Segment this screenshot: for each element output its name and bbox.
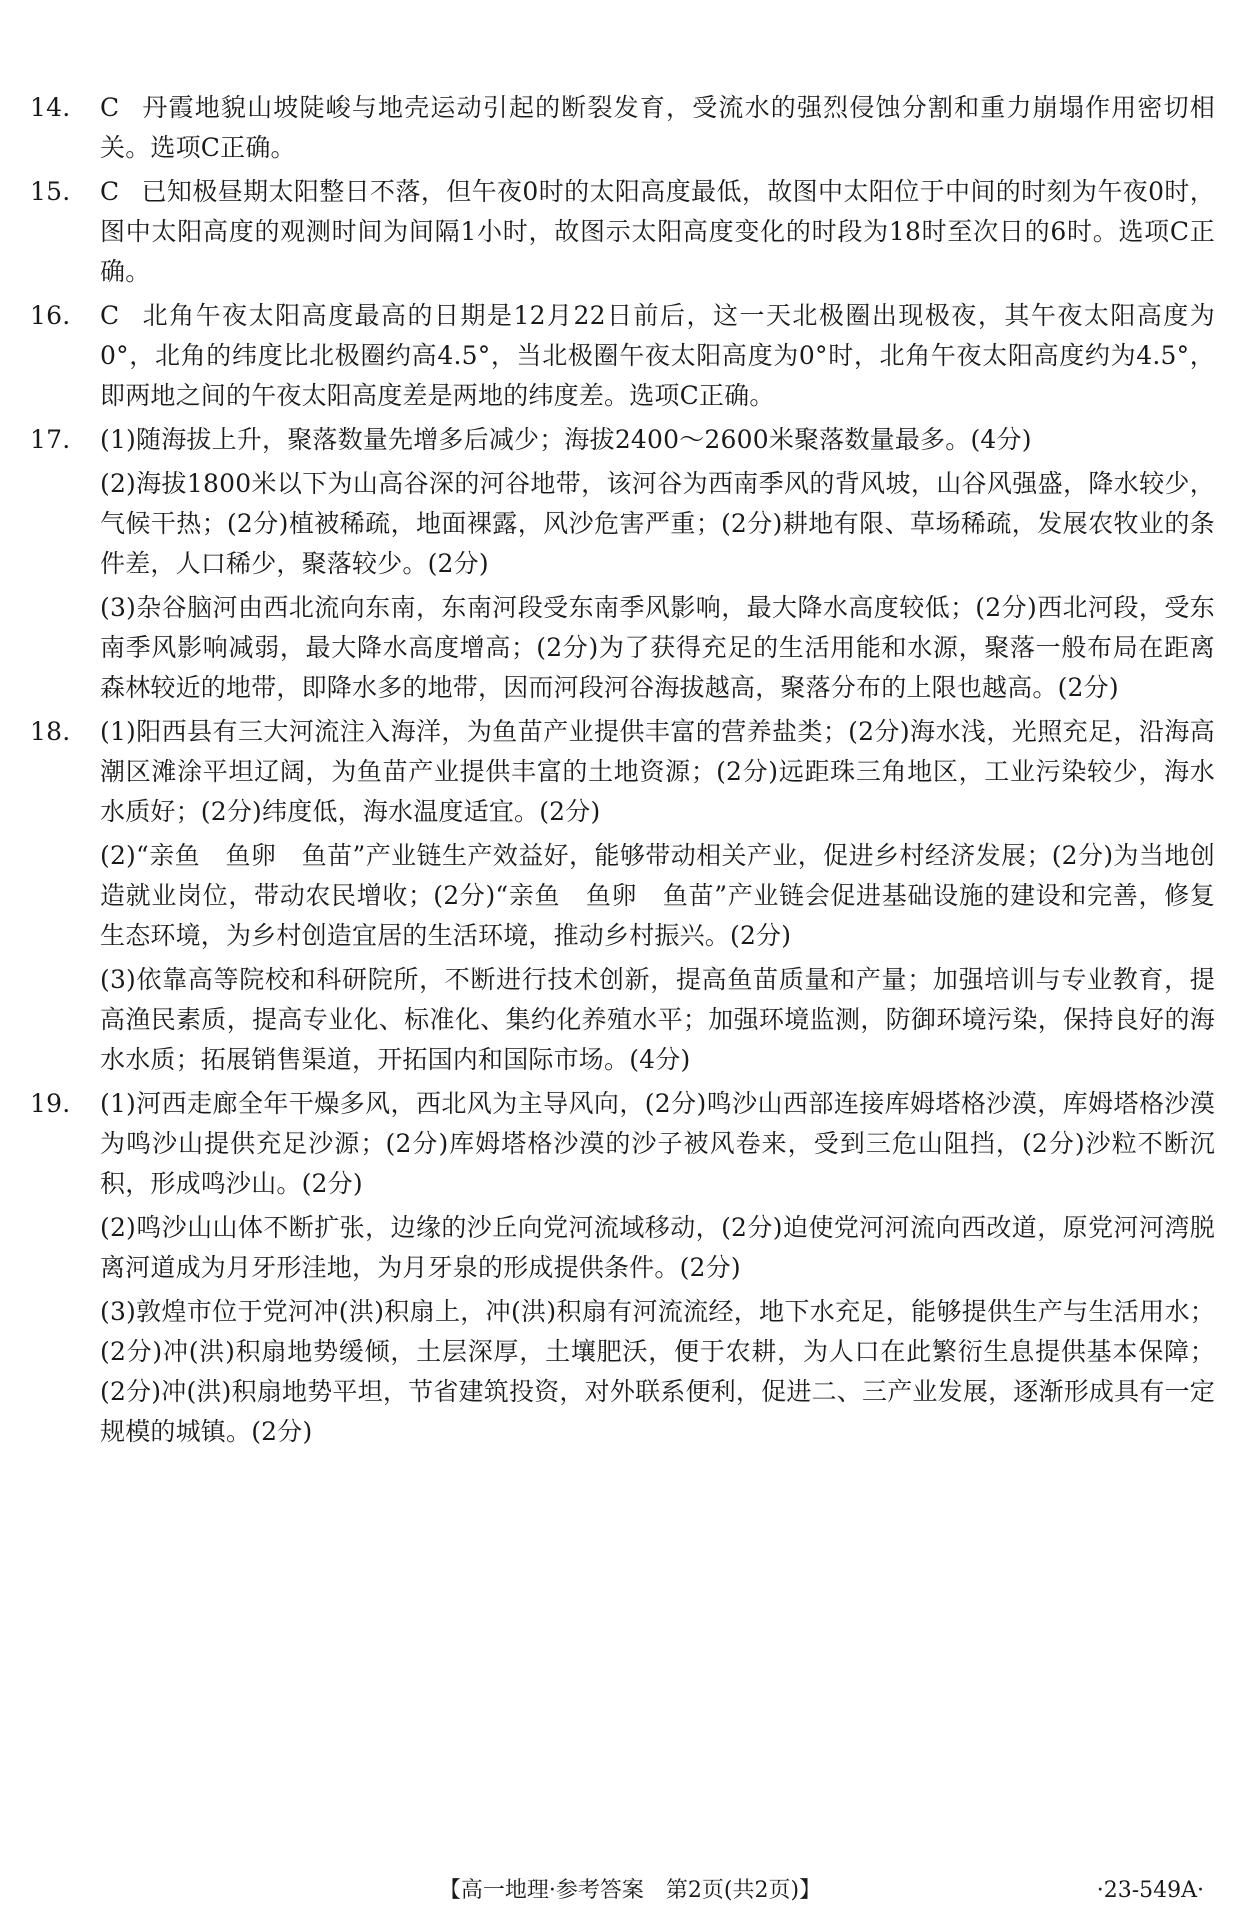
- question-answer: C: [100, 301, 120, 330]
- question-17: [30, 420, 1215, 460]
- answer-content: [30, 88, 1215, 1456]
- question-number: 19.: [30, 1089, 71, 1118]
- question-16: [30, 296, 1215, 416]
- footer-document-code: ·23-549A·: [1096, 1878, 1204, 1903]
- footer-page-info: 【高一地理·参考答案 第2页(共2页)】: [438, 1878, 822, 1903]
- answer-part-2: (2)海拔1800米以下为山高谷深的河谷地带，该河谷为西南季风的背风坡，山谷风强盛，降水较少，气候干热；(2分)植被稀疏，地面裸露，风沙危害严重；(2分)耕地有限、草场稀疏，发展农牧业的条件差，人口稀少，聚落较少。(2分): [100, 469, 1215, 578]
- question-answer: C: [100, 177, 120, 206]
- answer-part-1: (1)阳西县有三大河流注入海洋，为鱼苗产业提供丰富的营养盐类；(2分)海水浅，光照充足，沿海高潮区滩涂平坦辽阔，为鱼苗产业提供丰富的土地资源；(2分)远距珠三角地区，工业污染较少，海水水质好；(2分)纬度低，海水温度适宜。(2分): [100, 717, 1215, 826]
- answer-part-2: (2)鸣沙山山体不断扩张，边缘的沙丘向党河流域移动，(2分)迫使党河河流向西改道，原党河河湾脱离河道成为月牙形洼地，为月牙泉的形成提供条件。(2分): [100, 1213, 1215, 1282]
- question-18: [30, 712, 1215, 832]
- question-number: 17.: [30, 425, 71, 454]
- question-explanation: 北角午夜太阳高度最高的日期是12月22日前后，这一天北极圈出现极夜，其午夜太阳高度为0°，北角的纬度比北极圈约高4.5°，当北极圈午夜太阳高度为0°时，北角午夜太阳高度约为4.5°，即两地之间的午夜太阳高度差是两地的纬度差。选项C正确。: [100, 301, 1215, 410]
- question-answer: C: [100, 93, 120, 122]
- answer-part-1: (1)河西走廊全年干燥多风，西北风为主导风向，(2分)鸣沙山西部连接库姆塔格沙漠，库姆塔格沙漠为鸣沙山提供充足沙源；(2分)库姆塔格沙漠的沙子被风卷来，受到三危山阻挡，(2分)沙粒不断沉积，形成鸣沙山。(2分): [100, 1089, 1215, 1198]
- answer-part-3: (3)依靠高等院校和科研院所，不断进行技术创新，提高鱼苗质量和产量；加强培训与专业教育，提高渔民素质，提高专业化、标准化、集约化养殖水平；加强环境监测，防御环境污染，保持良好的海水水质；拓展销售渠道，开拓国内和国际市场。(4分): [100, 965, 1215, 1074]
- question-19: [30, 1084, 1215, 1204]
- question-number: 16.: [30, 301, 71, 330]
- question-number: 14.: [30, 93, 71, 122]
- question-number: 18.: [30, 717, 71, 746]
- answer-part-2: (2)“亲鱼 鱼卵 鱼苗”产业链生产效益好，能够带动相关产业，促进乡村经济发展；(2分)为当地创造就业岗位，带动农民增收；(2分)“亲鱼 鱼卵 鱼苗”产业链会促进基础设施的建设和完善，修复生态环境，为乡村创造宜居的生活环境，推动乡村振兴。(2分): [100, 841, 1215, 950]
- question-14: [30, 88, 1215, 168]
- answer-part-3: (3)敦煌市位于党河冲(洪)积扇上，冲(洪)积扇有河流流经，地下水充足，能够提供生产与生活用水；(2分)冲(洪)积扇地势缓倾，土层深厚，土壤肥沃，便于农耕，为人口在此繁衍生息提供基本保障；(2分)冲(洪)积扇地势平坦，节省建筑投资，对外联系便利，促进二、三产业发展，逐渐形成具有一定规模的城镇。(2分): [100, 1297, 1215, 1446]
- question-number: 15.: [30, 177, 71, 206]
- page-footer: [0, 1875, 1244, 1907]
- question-explanation: 已知极昼期太阳整日不落，但午夜0时的太阳高度最低，故图中太阳位于中间的时刻为午夜0时，图中太阳高度的观测时间为间隔1小时，故图示太阳高度变化的时段为18时至次日的6时。选项C正确。: [100, 177, 1215, 286]
- question-explanation: 丹霞地貌山坡陡峻与地壳运动引起的断裂发育，受流水的强烈侵蚀分割和重力崩塌作用密切相关。选项C正确。: [100, 93, 1215, 162]
- answer-part-3: (3)杂谷脑河由西北流向东南，东南河段受东南季风影响，最大降水高度较低；(2分)西北河段，受东南季风影响减弱，最大降水高度增高；(2分)为了获得充足的生活用能和水源，聚落一般布局在距离森林较近的地带，即降水多的地带，因而河段河谷海拔越高，聚落分布的上限也越高。(2分): [100, 593, 1215, 702]
- question-15: [30, 172, 1215, 292]
- answer-part-1: (1)随海拔上升，聚落数量先增多后减少；海拔2400～2600米聚落数量最多。(4分): [100, 425, 1032, 454]
